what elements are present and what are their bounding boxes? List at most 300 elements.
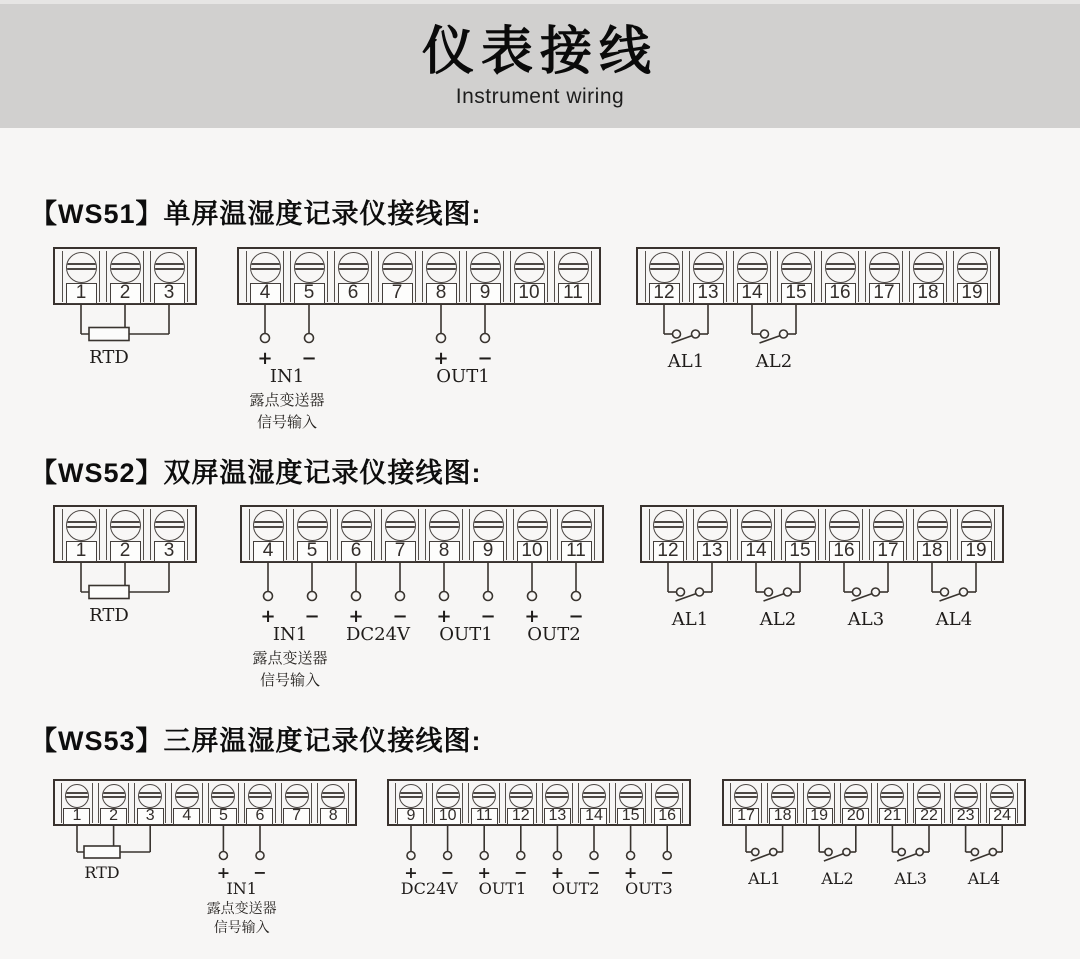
- terminal: [317, 783, 349, 823]
- wiring-label: AL3: [847, 609, 885, 630]
- terminal-block: [640, 505, 1004, 705]
- signal-terminal-circle: [553, 852, 561, 860]
- screw-slot: [473, 521, 504, 523]
- terminal-number: 19: [957, 283, 988, 304]
- polarity-sign: +: [477, 863, 491, 882]
- relay-contact-icon: [752, 848, 759, 855]
- signal-terminal-circle: [407, 852, 415, 860]
- screw-slot: [154, 263, 185, 265]
- terminal-number: 13: [697, 541, 728, 562]
- terminal-number: 6: [338, 283, 369, 304]
- terminal-number: 12: [653, 541, 684, 562]
- wiring-diagram: [240, 563, 604, 705]
- screw-icon: [294, 252, 325, 283]
- screw-icon: [66, 510, 97, 541]
- screw-slot: [917, 796, 941, 798]
- screw-slot: [470, 263, 501, 265]
- wiring-label: OUT2: [551, 879, 600, 898]
- screw-slot: [472, 792, 496, 794]
- screw-slot: [582, 796, 606, 798]
- terminal-block: [237, 247, 601, 447]
- screw-icon: [913, 252, 944, 283]
- terminal: [865, 251, 903, 302]
- screw-slot: [514, 268, 545, 270]
- screw-icon: [693, 252, 724, 283]
- polarity-sign: +: [550, 863, 565, 882]
- screw-slot: [514, 263, 545, 265]
- screw-icon: [869, 252, 900, 283]
- terminal-number: 7: [382, 283, 413, 304]
- screw-slot: [102, 792, 126, 794]
- terminal-number: 22: [915, 808, 942, 825]
- terminal-block: [240, 505, 604, 705]
- relay-contact-icon: [989, 848, 996, 855]
- terminal-number: 4: [253, 541, 284, 562]
- terminal: [557, 509, 595, 560]
- screw-icon: [175, 784, 199, 808]
- terminal-number: 7: [385, 541, 416, 562]
- screw-slot: [110, 263, 141, 265]
- terminal: [290, 251, 328, 302]
- terminal-number: 6: [341, 541, 372, 562]
- screw-icon: [110, 252, 141, 283]
- screw-slot: [619, 796, 643, 798]
- terminal-number: 9: [397, 808, 424, 825]
- screw-slot: [825, 263, 856, 265]
- screw-slot: [873, 526, 904, 528]
- screw-slot: [66, 263, 97, 265]
- screw-slot: [734, 796, 758, 798]
- screw-slot: [470, 268, 501, 270]
- terminal-number: 20: [842, 808, 869, 825]
- wiring-label: AL1: [667, 351, 705, 372]
- signal-terminal-circle: [481, 334, 490, 343]
- terminal: [293, 509, 331, 560]
- terminal: [134, 783, 166, 823]
- screw-icon: [382, 252, 413, 283]
- signal-terminal-circle: [219, 852, 227, 860]
- screw-icon: [741, 510, 772, 541]
- screw-slot: [66, 521, 97, 523]
- wiring-label: OUT3: [625, 879, 673, 898]
- polarity-sign: +: [260, 606, 276, 627]
- signal-terminal-circle: [264, 592, 273, 601]
- terminal-block: [636, 247, 1000, 447]
- relay-contact-icon: [696, 588, 704, 596]
- wiring-label: AL2: [759, 609, 797, 630]
- screw-slot: [880, 792, 904, 794]
- terminal: [246, 251, 284, 302]
- screw-slot: [990, 796, 1014, 798]
- terminal-strip: [53, 505, 197, 563]
- screw-slot: [321, 796, 345, 798]
- terminal-number: 14: [741, 541, 772, 562]
- polarity-sign: −: [392, 606, 408, 627]
- wiring-label: OUT1: [436, 366, 490, 387]
- screw-slot: [110, 268, 141, 270]
- header-banner: [0, 4, 1080, 128]
- terminal: [425, 509, 463, 560]
- relay-contact-icon: [971, 848, 978, 855]
- terminal-number: 3: [154, 283, 185, 304]
- screw-slot: [338, 263, 369, 265]
- screw-slot: [297, 526, 328, 528]
- screw-slot: [385, 521, 416, 523]
- polarity-sign: +: [433, 348, 449, 369]
- wiring-label: IN1: [272, 624, 308, 645]
- screw-slot: [869, 263, 900, 265]
- screw-slot: [253, 521, 284, 523]
- terminal: [953, 251, 991, 302]
- polarity-sign: +: [216, 863, 231, 882]
- terminal-number: 17: [732, 808, 759, 825]
- terminal-number: 8: [429, 541, 460, 562]
- page-title: 仪表接线: [421, 23, 658, 81]
- resistor-symbol: [84, 846, 120, 858]
- terminal: [171, 783, 203, 823]
- wiring-sublabel: 露点变送器: [249, 393, 325, 409]
- screw-icon: [285, 784, 309, 808]
- relay-contact-icon: [677, 588, 685, 596]
- screw-icon: [807, 784, 831, 808]
- screw-slot: [65, 792, 89, 794]
- signal-terminal-circle: [440, 592, 449, 601]
- signal-terminal-circle: [308, 592, 317, 601]
- terminal-number: 16: [829, 541, 860, 562]
- screw-icon: [472, 784, 496, 808]
- screw-icon: [154, 510, 185, 541]
- screw-icon: [102, 784, 126, 808]
- screw-icon: [561, 510, 592, 541]
- screw-slot: [734, 792, 758, 794]
- screw-slot: [653, 521, 684, 523]
- screw-slot: [913, 268, 944, 270]
- screw-slot: [649, 268, 680, 270]
- wiring-label: AL1: [748, 869, 781, 888]
- terminal-number: 17: [869, 283, 900, 304]
- screw-icon: [66, 252, 97, 283]
- terminal: [821, 251, 859, 302]
- terminal-number: 5: [210, 808, 237, 825]
- terminal-strip: [53, 779, 357, 826]
- screw-slot: [426, 268, 457, 270]
- terminal-number: 2: [110, 283, 141, 304]
- screw-slot: [472, 796, 496, 798]
- screw-slot: [781, 268, 812, 270]
- screw-slot: [954, 792, 978, 794]
- screw-icon: [321, 784, 345, 808]
- signal-terminal-circle: [484, 592, 493, 601]
- screw-slot: [248, 796, 272, 798]
- screw-slot: [429, 526, 460, 528]
- terminal: [869, 509, 907, 560]
- terminal: [693, 509, 731, 560]
- polarity-sign: +: [348, 606, 364, 627]
- wiring-label: OUT1: [439, 624, 493, 645]
- screw-slot: [741, 521, 772, 523]
- screw-slot: [285, 796, 309, 798]
- screw-slot: [250, 263, 281, 265]
- screw-slot: [917, 792, 941, 794]
- screw-slot: [545, 796, 569, 798]
- screw-slot: [785, 521, 816, 523]
- terminal-strip: [237, 247, 601, 305]
- screw-slot: [253, 526, 284, 528]
- terminal: [334, 251, 372, 302]
- screw-icon: [737, 252, 768, 283]
- terminal: [689, 251, 727, 302]
- polarity-sign: −: [440, 863, 455, 882]
- screw-slot: [737, 263, 768, 265]
- screw-slot: [807, 792, 831, 794]
- section-title: 【WS53】三屏温湿度记录仪接线图:: [30, 726, 482, 756]
- wiring-sublabel: 露点变送器: [252, 651, 328, 667]
- relay-contact-icon: [692, 330, 700, 338]
- screw-slot: [697, 521, 728, 523]
- screw-icon: [509, 784, 533, 808]
- terminal-number: 18: [769, 808, 796, 825]
- screw-slot: [771, 796, 795, 798]
- screw-slot: [341, 526, 372, 528]
- terminal-number: 15: [617, 808, 644, 825]
- terminal: [840, 783, 872, 823]
- terminal-number: 5: [294, 283, 325, 304]
- screw-slot: [693, 268, 724, 270]
- screw-icon: [65, 784, 89, 808]
- screw-slot: [825, 268, 856, 270]
- signal-terminal-circle: [528, 592, 537, 601]
- terminal-number: 10: [434, 808, 461, 825]
- screw-slot: [250, 268, 281, 270]
- page-subtitle: Instrument wiring: [455, 85, 625, 108]
- wiring-diagram: [387, 826, 691, 946]
- screw-icon: [785, 510, 816, 541]
- screw-slot: [829, 526, 860, 528]
- terminal-number: 13: [544, 808, 571, 825]
- terminal: [150, 251, 188, 302]
- terminal: [909, 251, 947, 302]
- section-title: 【WS52】双屏温湿度记录仪接线图:: [30, 458, 482, 488]
- wiring-diagram: [636, 305, 1000, 447]
- terminal-number: 6: [246, 808, 273, 825]
- terminal: [395, 783, 427, 823]
- wiring-label: RTD: [89, 347, 129, 368]
- signal-terminal-circle: [517, 852, 525, 860]
- terminal: [61, 783, 93, 823]
- terminal-number: 19: [806, 808, 833, 825]
- terminal: [469, 509, 507, 560]
- wiring-label: AL2: [755, 351, 793, 372]
- relay-contact-icon: [843, 848, 850, 855]
- terminal-number: 10: [517, 541, 548, 562]
- terminal: [957, 509, 995, 560]
- screw-slot: [426, 263, 457, 265]
- screw-slot: [509, 792, 533, 794]
- terminal-number: 11: [558, 283, 589, 304]
- signal-terminal-circle: [256, 852, 264, 860]
- terminal-number: 14: [580, 808, 607, 825]
- terminal: [466, 251, 504, 302]
- screw-icon: [514, 252, 545, 283]
- relay-contact-icon: [898, 848, 905, 855]
- screw-slot: [175, 792, 199, 794]
- screw-icon: [470, 252, 501, 283]
- wiring-label: AL4: [935, 609, 973, 630]
- terminal: [281, 783, 313, 823]
- screw-slot: [509, 796, 533, 798]
- terminal-number: 24: [989, 808, 1016, 825]
- terminal-number: 4: [173, 808, 200, 825]
- screw-slot: [517, 521, 548, 523]
- terminal: [651, 783, 683, 823]
- terminal-block: [722, 779, 1026, 946]
- relay-contact-icon: [941, 588, 949, 596]
- terminal: [615, 783, 647, 823]
- screw-icon: [771, 784, 795, 808]
- screw-icon: [426, 252, 457, 283]
- screw-icon: [582, 784, 606, 808]
- screw-icon: [253, 510, 284, 541]
- terminal-number: 16: [825, 283, 856, 304]
- screw-icon: [957, 252, 988, 283]
- polarity-sign: −: [480, 606, 496, 627]
- screw-slot: [154, 526, 185, 528]
- screw-icon: [341, 510, 372, 541]
- section-title: 【WS51】单屏温湿度记录仪接线图:: [30, 199, 482, 229]
- wiring-label: DC24V: [345, 624, 411, 645]
- screw-icon: [649, 252, 680, 283]
- wiring-label: RTD: [89, 605, 129, 626]
- terminal: [950, 783, 982, 823]
- polarity-sign: −: [587, 863, 601, 882]
- signal-terminal-circle: [444, 852, 452, 860]
- screw-slot: [338, 268, 369, 270]
- terminal: [208, 783, 240, 823]
- screw-slot: [436, 792, 460, 794]
- terminal-number: 7: [283, 808, 310, 825]
- screw-icon: [873, 510, 904, 541]
- screw-icon: [697, 510, 728, 541]
- signal-terminal-circle: [437, 334, 446, 343]
- resistor-symbol: [89, 586, 129, 599]
- terminal: [733, 251, 771, 302]
- screw-slot: [649, 263, 680, 265]
- signal-terminal-circle: [396, 592, 405, 601]
- signal-terminal-circle: [305, 334, 314, 343]
- terminal: [422, 251, 460, 302]
- screw-icon: [399, 784, 423, 808]
- terminal: [877, 783, 909, 823]
- screw-icon: [138, 784, 162, 808]
- terminal-number: 3: [137, 808, 164, 825]
- screw-slot: [558, 263, 589, 265]
- wiring-label: AL1: [671, 609, 709, 630]
- terminal-number: 11: [471, 808, 498, 825]
- terminal: [986, 783, 1018, 823]
- screw-icon: [880, 784, 904, 808]
- screw-slot: [321, 792, 345, 794]
- screw-icon: [429, 510, 460, 541]
- terminal: [554, 251, 592, 302]
- terminal-number: 2: [100, 808, 127, 825]
- terminal: [737, 509, 775, 560]
- terminal-block: [53, 779, 357, 946]
- screw-slot: [65, 796, 89, 798]
- relay-contact-icon: [761, 330, 769, 338]
- screw-icon: [917, 510, 948, 541]
- wiring-label: AL3: [894, 869, 927, 888]
- terminal: [468, 783, 500, 823]
- wiring-label: AL4: [967, 869, 1001, 888]
- terminal-number: 13: [693, 283, 724, 304]
- screw-slot: [285, 792, 309, 794]
- wiring-sublabel: 信号输入: [259, 673, 321, 689]
- terminal-number: 15: [785, 541, 816, 562]
- screw-slot: [961, 521, 992, 523]
- terminal-number: 19: [961, 541, 992, 562]
- screw-slot: [294, 268, 325, 270]
- resistor-symbol: [89, 328, 129, 341]
- terminal-number: 18: [913, 283, 944, 304]
- signal-terminal-circle: [590, 852, 598, 860]
- terminal-number: 8: [426, 283, 457, 304]
- terminal: [98, 783, 130, 823]
- signal-terminal-circle: [663, 852, 671, 860]
- screw-slot: [154, 521, 185, 523]
- screw-slot: [737, 268, 768, 270]
- terminal-strip: [387, 779, 691, 826]
- relay-contact-icon: [825, 848, 832, 855]
- terminal-number: 23: [952, 808, 979, 825]
- terminal: [62, 251, 100, 302]
- screw-slot: [913, 263, 944, 265]
- screw-icon: [917, 784, 941, 808]
- screw-slot: [697, 526, 728, 528]
- screw-slot: [961, 526, 992, 528]
- screw-icon: [653, 510, 684, 541]
- screw-slot: [917, 521, 948, 523]
- terminal-number: 1: [66, 541, 97, 562]
- screw-slot: [429, 521, 460, 523]
- screw-slot: [655, 792, 679, 794]
- screw-slot: [873, 521, 904, 523]
- polarity-sign: −: [253, 863, 267, 882]
- relay-contact-icon: [770, 848, 777, 855]
- signal-terminal-circle: [480, 852, 488, 860]
- terminal: [378, 251, 416, 302]
- terminal: [513, 509, 551, 560]
- screw-slot: [399, 796, 423, 798]
- terminal-number: 5: [297, 541, 328, 562]
- screw-slot: [582, 792, 606, 794]
- terminal-number: 18: [917, 541, 948, 562]
- screw-icon: [781, 252, 812, 283]
- screw-slot: [382, 263, 413, 265]
- relay-contact-icon: [916, 848, 923, 855]
- screw-slot: [436, 796, 460, 798]
- screw-slot: [957, 268, 988, 270]
- screw-icon: [517, 510, 548, 541]
- wiring-label: IN1: [226, 879, 257, 898]
- screw-icon: [250, 252, 281, 283]
- signal-terminal-circle: [627, 852, 635, 860]
- terminal-number: 16: [654, 808, 681, 825]
- screw-slot: [653, 526, 684, 528]
- terminal-number: 9: [470, 283, 501, 304]
- screw-slot: [844, 792, 868, 794]
- screw-slot: [561, 521, 592, 523]
- screw-slot: [154, 268, 185, 270]
